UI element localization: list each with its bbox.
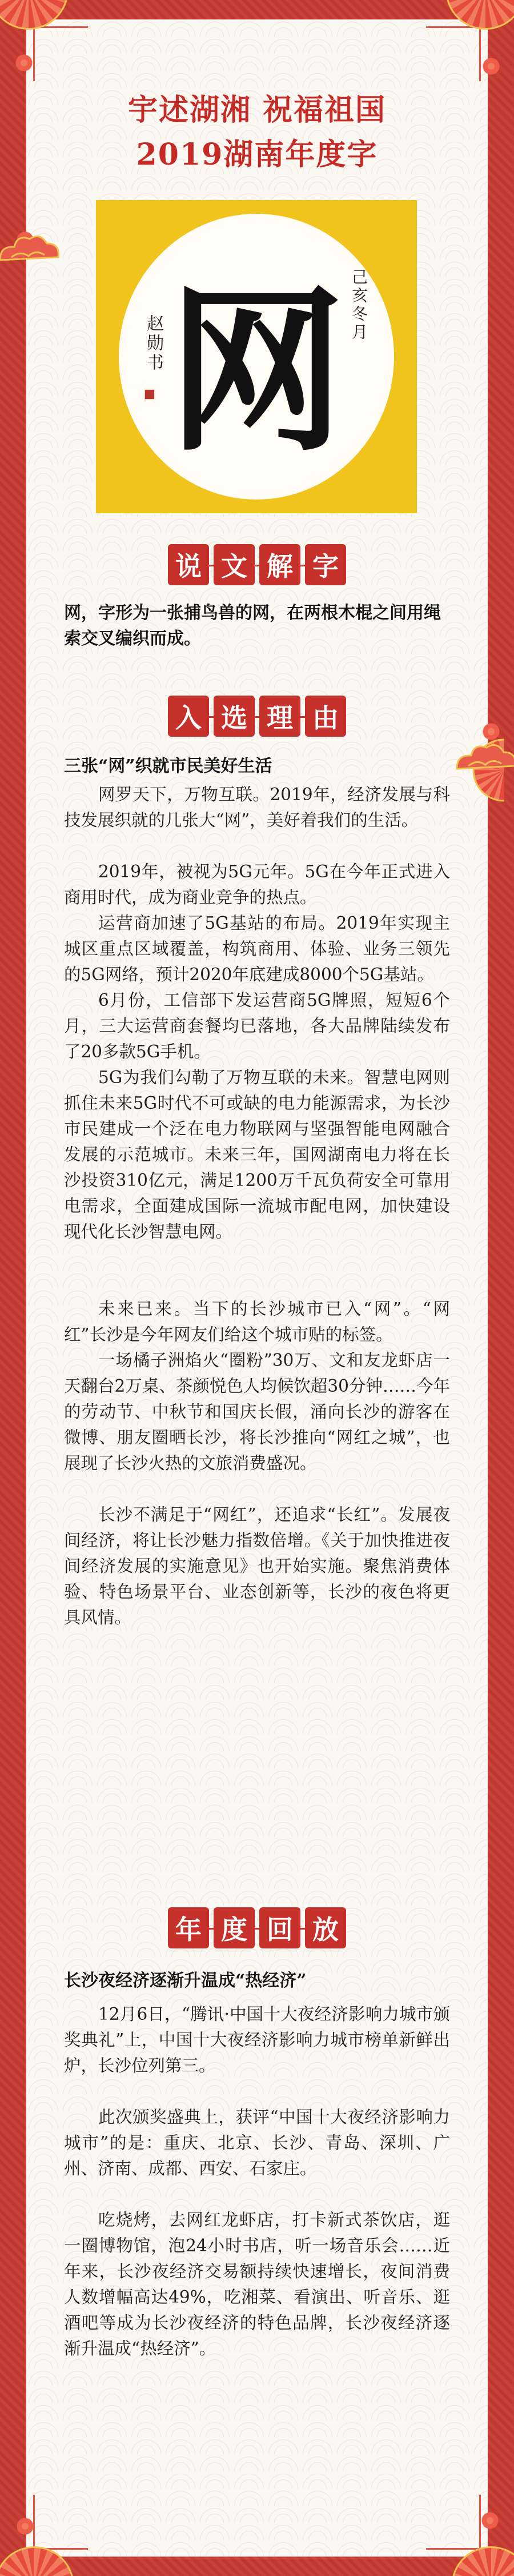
- reason-paragraph: 2019年，被视为5G元年。5G在今年正式进入商用时代，成为商业竞争的热点。: [64, 862, 450, 907]
- banner-char: 说: [168, 544, 209, 585]
- banner-char: 入: [168, 696, 209, 737]
- reason-subheading: 三张“网”织就市民美好生活: [64, 756, 272, 776]
- section-banner-reason: [168, 694, 346, 740]
- banner-char: 字: [305, 544, 346, 585]
- reason-paragraph: 6月份，工信部下发运营商5G牌照，短短6个月，三大运营商套餐均已落地，各大品牌陆续发布了20多款5G手机。: [64, 991, 450, 1061]
- date-inscription: 己亥冬月: [350, 269, 368, 342]
- artist-signature: 赵勋书: [143, 314, 163, 373]
- corner-ornament-top-left: [33, 26, 88, 81]
- banner-char: 放: [305, 1907, 346, 1948]
- flower-decoration: [480, 55, 503, 78]
- review-paragraph: 12月6日，“腾讯·中国十大夜经济影响力城市颁奖典礼”上，中国十大夜经济影响力城市榜单新鲜出炉，长沙位列第三。: [64, 2004, 450, 2075]
- flower-decoration: [14, 2515, 37, 2538]
- reason-paragraph: 运营商加速了5G基站的布局。2019年实现主城区重点区域覆盖，构筑商用、体验、业务三领先的5G网络，预计2020年底建成8000个5G基站。: [64, 913, 450, 984]
- banner-char: 回: [259, 1907, 300, 1948]
- banner-char: 解: [259, 544, 300, 585]
- reason-paragraph: 网罗天下，万物互联。2019年，经济发展与科技发展织就的几张大“网”，美好着我们的生活。: [64, 785, 450, 830]
- reason-paragraph: 未来已来。当下的长沙城市已入“网”。“网红”长沙是今年网友们给这个城市贴的标签。: [64, 1299, 450, 1344]
- banner-char: 文: [214, 544, 255, 585]
- section-banner-review: [168, 1906, 346, 1952]
- corner-ornament-bottom-right: [426, 2495, 481, 2550]
- review-paragraph: 吃烧烤，去网红龙虾店，打卡新式茶饮店，逛一圈博物馆，泡24小时书店，听一场音乐会……近年来，长沙夜经济交易额持续快速增长，夜间消费人数增幅高达49%，吃湘菜、看演出、听音乐、逛酒吧等成为长沙夜经济的特色品牌，长沙夜经济逐渐升温成“热经济”。: [64, 2210, 450, 2358]
- review-paragraph: 此次颁奖盛典上，获评“中国十大夜经济影响力城市”的是：重庆、北京、长沙、青岛、深圳、广州、济南、成都、西安、石家庄。: [64, 2107, 450, 2178]
- section-banner-shuowen: [168, 543, 346, 589]
- review-subheading: 长沙夜经济逐渐升温成“热经济”: [64, 1971, 307, 1991]
- banner-char: 选: [214, 696, 255, 737]
- banner-char: 由: [305, 696, 346, 737]
- banner-char: 度: [214, 1907, 255, 1948]
- flower-decoration: [13, 51, 35, 74]
- reason-paragraph: 一场橘子洲焰火“圈粉”30万、文和友龙虾店一天翻台2万桌、茶颜悦色人均候饮超30分钟……今年的劳动节、中秋节和国庆长假，涌向长沙的游客在微博、朋友圈晒长沙，将长沙推向“网红之城”，也展现了长沙火热的文旅消费盛况。: [64, 1351, 450, 1473]
- flower-decoration: [479, 2509, 501, 2532]
- banner-char: 年: [168, 1907, 209, 1948]
- calligraphy-character: 网: [168, 267, 345, 476]
- red-seal-stamp: [144, 389, 155, 400]
- cloud-decoration-left: [0, 229, 63, 269]
- page-title-line-2: 2019湖南年度字: [136, 137, 378, 172]
- banner-char: 理: [259, 696, 300, 737]
- reason-paragraph: 5G为我们勾勒了万物互联的未来。智慧电网则抓住未来5G时代不可或缺的电力能源需求，为长沙市民建成一个泛在电力物联网与坚强智能电网融合发展的示范城市。未来三年，国网湖南电力将在长沙投资310亿元，满足1200万千瓦负荷安全可靠用电需求，全面建成国际一流城市配电网，加快建设现代化长沙智慧电网。: [64, 1068, 450, 1241]
- page-title-line-1: 宇述湖湘 祝福祖国: [127, 93, 387, 127]
- calligraphy-artwork: [96, 200, 417, 513]
- corner-ornament-bottom-left: [33, 2495, 88, 2550]
- character-explanation: 网，字形为一张捕鸟兽的网，在两根木棍之间用绳索交叉编织而成。: [64, 603, 441, 649]
- reason-paragraph: 长沙不满足于“网红”，还追求“长红”。发展夜间经济，将让长沙魅力指数倍增。《关于加快推进夜间经济发展的实施意见》也开始实施。聚焦消费体验、特色场景平台、业态创新等，长沙的夜色将更具风情。: [64, 1505, 450, 1627]
- cloud-decoration-right: [451, 737, 514, 777]
- corner-ornament-top-right: [426, 26, 481, 81]
